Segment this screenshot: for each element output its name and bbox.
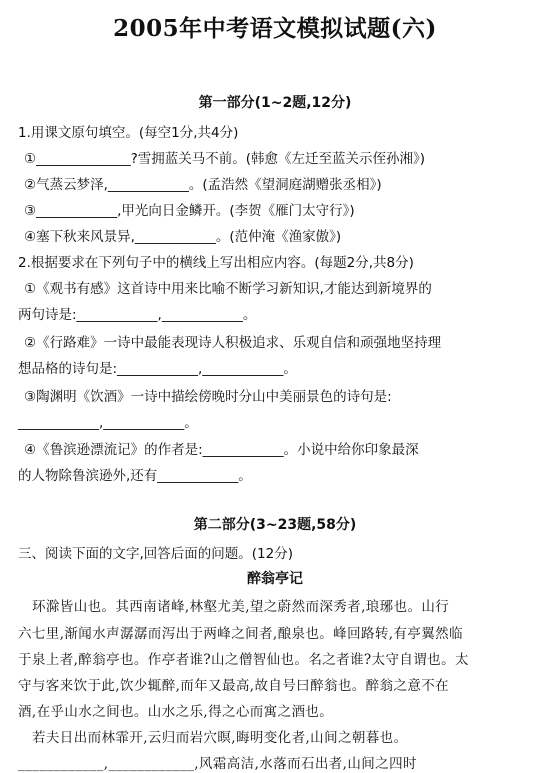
q2-line-8: 的人物除鲁滨逊外,还有____________。 bbox=[18, 468, 252, 484]
part1-heading: 第一部分(1~2题,12分) bbox=[198, 95, 352, 111]
essay-line-4: 守与客来饮于此,饮少辄醉,而年又最高,故自号曰醉翁也。醉翁之意不在 bbox=[18, 678, 450, 694]
q1-item-3: ③____________,甲光向日金鳞开。(李贺《雁门太守行》) bbox=[24, 203, 355, 219]
essay-line-7: ____________,____________,风霜高洁,水落而石出者,山间之四时 bbox=[18, 756, 417, 772]
essay-line-2: 六七里,渐闻水声潺潺而泻出于两峰之间者,酿泉也。峰回路转,有亭翼然临 bbox=[18, 626, 463, 642]
essay-line-3: 于泉上者,醉翁亭也。作亭者谁?山之僧智仙也。名之者谁?太守自谓也。太 bbox=[18, 652, 469, 668]
q1-intro: 1.用课文原句填空。(每空1分,共4分) bbox=[18, 125, 239, 141]
q2-intro: 2.根据要求在下列句子中的横线上写出相应内容。(每题2分,共8分) bbox=[18, 255, 414, 271]
q3-intro: 三、阅读下面的文字,回答后面的问题。(12分) bbox=[18, 546, 294, 562]
page-title: 2005年中考语文模拟试题(六) bbox=[113, 15, 437, 42]
essay-line-6: 若夫日出而林霏开,云归而岩穴暝,晦明变化者,山间之朝暮也。 bbox=[32, 730, 408, 746]
q2-line-7: ④《鲁滨逊漂流记》的作者是:____________。小说中给你印象最深 bbox=[24, 442, 419, 458]
q2-line-4: 想品格的诗句是:____________,____________。 bbox=[18, 361, 297, 377]
part2-heading: 第二部分(3~23题,58分) bbox=[193, 517, 357, 533]
q2-line-3: ②《行路难》一诗中最能表现诗人积极追求、乐观自信和顽强地坚持理 bbox=[24, 335, 442, 351]
q2-line-1: ①《观书有感》这首诗中用来比喻不断学习新知识,才能达到新境界的 bbox=[24, 281, 432, 297]
essay-line-5: 酒,在乎山水之间也。山水之乐,得之心而寓之酒也。 bbox=[18, 704, 334, 720]
essay-line-1: 环滁皆山也。其西南诸峰,林壑尤美,望之蔚然而深秀者,琅琊也。山行 bbox=[32, 599, 450, 615]
q1-item-1: ①______________?雪拥蓝关马不前。(韩愈《左迁至蓝关示侄孙湘》) bbox=[24, 151, 426, 167]
q1-item-2: ②气蒸云梦泽,____________。(孟浩然《望洞庭湖赠张丞相》) bbox=[24, 177, 382, 193]
q2-line-6: ____________,____________。 bbox=[18, 415, 198, 431]
essay-title: 醉翁亭记 bbox=[247, 571, 303, 587]
q2-line-5: ③陶渊明《饮酒》一诗中描绘傍晚时分山中美丽景色的诗句是: bbox=[24, 389, 392, 405]
q1-item-4: ④塞下秋来风景异,____________。(范仲淹《渔家傲》) bbox=[24, 229, 342, 245]
q2-line-2: 两句诗是:____________,____________。 bbox=[18, 307, 257, 323]
